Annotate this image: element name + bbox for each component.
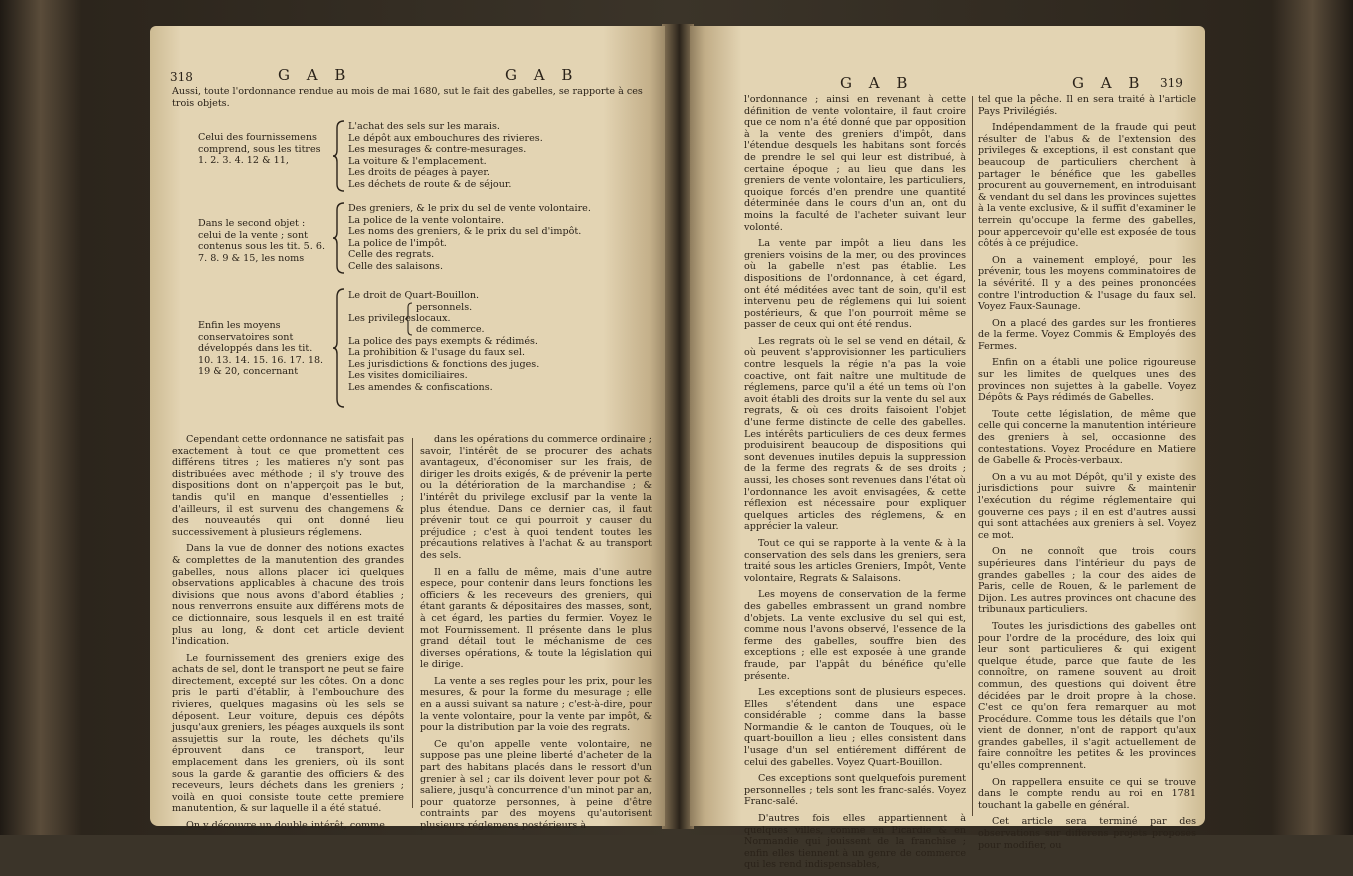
intro-paragraph: Aussi, toute l'ordonnance rendue au mois de mai 1680, sut le fait des gabelles, se rapporte à ces trois objets. (172, 86, 643, 109)
brace-icon (332, 288, 346, 408)
paragraph: Ces exceptions sont quelquefois purement personnelles ; tels sont les franc-salés. Voyez Franc-salé. (744, 773, 966, 808)
list-item: La police de la vente volontaire. (348, 214, 505, 226)
list-item: Les déchets de route & de séjour. (348, 178, 512, 190)
right-column-2 (978, 94, 1196, 856)
left-column-2 (420, 434, 652, 837)
list-item: Celle des salaisons. (348, 260, 444, 272)
paragraph: l'ordonnance ; ainsi en revenant à cette définition de vente volontaire, il faut croire que ce nom n'a été donné que par opposition à la vente des greniers d'impôt, dans l'étendue desquels les habitans sont forcés de prendre le sel qui leur est distribué, à certaine époque ; au lieu que dans les greniers de vente volontaire, les particuliers, quoique forcés d'en prendre une quantité déterminée dans le cours d'un an, ont du moins la faculté de l'acheter suivant leur volonté. (744, 94, 966, 233)
left-column-1 (172, 434, 404, 837)
right-page (690, 26, 1205, 871)
left-page (150, 26, 665, 831)
privilege-type: locaux. (416, 312, 451, 324)
brace-icon (332, 120, 346, 192)
paragraph: La vente par impôt a lieu dans les greniers voisins de la mer, ou des provinces où la gabelle n'est pas établie. Les dispositions de l'ordonnance, à cet égard, ont été méditées avec tant de soin, qu'il est intervenu peu de réglemens qui lui soient postérieurs, & que l'on pourroit même se passer de ceux qui ont été rendus. (744, 238, 966, 331)
list-item: Les amendes & confiscations. (348, 381, 493, 393)
list-item: L'achat des sels sur les marais. (348, 121, 500, 132)
column-rule (412, 438, 413, 808)
list-item (348, 302, 648, 336)
paragraph: On a vainement employé, pour les prévenir, tous les moyens comminatoires de la sévérité. Il y a des peines prononcées contre l'introduction & l'usage du faux sel. Voyez Faux-Saunage. (978, 254, 1196, 313)
paragraph: Les exceptions sont de plusieurs especes. Elles s'étendent dans une espace considérable ; comme dans la basse Normandie & le canton de Touques, où le quart-bouillon a lieu ; elles consistent dans l'usage d'un sel entiérement différent de celui des gabelles. Voyez Quart-Bouillon. (744, 687, 966, 768)
paragraph: Les regrats où le sel se vend en détail, & où peuvent s'approvisionner les particuliers contre lesquels la régie n'a pas la voie coactive, ont fait naître une multitude de réglemens, parce qu'il a été un tems où l'on avoit établi des droits sur la vente du sel aux regrats, & où ces droits faisoient l'objet d'une ferme distincte de celle des gabelles. Les intérêts particuliers de ces deux fermes produisirent beaucoup de dispositions qui sont devenues inutiles depuis la suppression de la ferme des regrats & de ses droits ; aussi, les choses sont revenues dans l'état où l'ordonnance les avoit envisagées, & cette réflexion est nécessaire pour expliquer quelques articles des réglemens, & en apprécier la valeur. (744, 335, 966, 533)
paragraph: On rappellera ensuite ce qui se trouve dans le compte rendu au roi en 1781 touchant la gabelle en général. (978, 776, 1196, 811)
paragraph: Cet article sera terminé par des observations sur différens projets proposés pour modifier, ou (978, 816, 1196, 851)
paragraph: On y découvre un double intérêt, comme (186, 820, 385, 831)
group-label-vente: Dans le second objet : celui de la vente ; sont contenus sous les tit. 5. 6. 7. 8. 9 & 15, les noms (198, 218, 325, 264)
paragraph: La vente a ses regles pour les prix, pour les mesures, & pour la forme du mesurage ; elle en a aussi suivant sa nature ; c'est-à-dire, pour la vente volontaire, pour la vente par impôt, & pour la distribution par la voie des regrats. (420, 675, 652, 734)
brace-icon (404, 302, 414, 336)
paragraph: tel que la pêche. Il en sera traité à l'article Pays Privilégiés. (978, 94, 1196, 117)
group-list-fournissement (348, 121, 648, 191)
group-list-vente (348, 203, 648, 273)
paragraph: On ne connoît que trois cours supérieures dans l'intérieur du pays de grandes gabelles ; la cour des aides de Paris, celle de Rouen, & le parlement de Dijon. Les autres provinces ont chacune des tribunaux particuliers. (978, 546, 1196, 616)
group-list-conservation (348, 290, 648, 394)
list-item: La police des pays exempts & rédimés. (348, 335, 538, 347)
paragraph: Cependant cette ordonnance ne satisfait pas exactement à tout ce que promettent ces différens titres ; les matieres n'y sont pas distribuées avec méthode ; il s'y trouve des dispositions dont on n'apperçoit pas le but, tandis qu'il en manque d'essentielles ; d'ailleurs, il est survenu des changemens & des nouveautés qui ont donné lieu successivement à plusieurs réglemens. (172, 434, 404, 538)
list-item: La prohibition & l'usage du faux sel. (348, 347, 526, 359)
paragraph: Il en a fallu de même, mais d'une autre espece, pour contenir dans leurs fonctions les officiers & les receveurs des greniers, qui étant garants & dépositaires des masses, sont, à cet égard, les parties du fermier. Voyez le mot Fournissement. Il présente dans le plus grand détail tout le méchanisme de ces diverses opérations, & toute la législation qui le dirige. (420, 566, 652, 671)
running-head-left: G A B (840, 74, 914, 92)
brace-icon (332, 202, 346, 274)
paragraph: Dans la vue de donner des notions exactes & complettes de la manutention des grandes gabelles, nous allons placer ici quelques observations applicables à chacune des trois divisions que nous avons d'abord établies ; nous renverrons ensuite aux différens mots de ce dictionnaire, sous lesquels il en est traité plus au long, & dont cet article devient l'indication. (172, 543, 404, 648)
running-head-left: G A B (278, 66, 352, 84)
list-item: Le dépôt aux embouchures des rivieres. (348, 132, 543, 144)
list-item: Les jurisdictions & fonctions des juges. (348, 358, 540, 370)
list-item: Les droits de péages à payer. (348, 167, 490, 179)
list-item: Des greniers, & le prix du sel de vente volontaire. (348, 203, 591, 214)
paragraph: Enfin on a établi une police rigoureuse sur les limites de quelques unes des provinces non sujettes à la gabelle. Voyez Dépôts & Pays rédimés de Gabelles. (978, 357, 1196, 404)
right-column-1 (744, 94, 966, 876)
running-head-right: G A B (505, 66, 579, 84)
list-item: Le droit de Quart-Bouillon. (348, 290, 480, 301)
group-label-conservation: Enfin les moyens conservatoires sont développés dans les tit. 10. 13. 14. 15. 16. 17. 18. 19 & 20, concernant (198, 320, 324, 378)
page-number: 319 (1160, 76, 1183, 90)
list-item: La police de l'impôt. (348, 237, 447, 249)
paragraph: On a placé des gardes sur les frontieres de la ferme. Voyez Commis & Employés des Fermes. (978, 317, 1196, 352)
paragraph: On a vu au mot Dépôt, qu'il y existe des jurisdictions pour suivre & maintenir l'exécution du régime réglementaire qui gouverne ces pays ; il en est d'autres aussi qui sont attachées aux greniers à sel. Voyez ce mot. (978, 471, 1196, 541)
list-item: Les noms des greniers, & le prix du sel d'impôt. (348, 226, 582, 238)
paragraph: dans les opérations du commerce ordinaire ; savoir, l'intérêt de se procurer des achats avantageux, d'économiser sur les frais, de diriger les droits exigés, & de prévenir la perte ou la détérioration de la marchandise ; & l'intérêt du privilege exclusif par la vente la plus étendue. Dans ce dernier cas, il faut prévenir tout ce qui pourroit y causer du préjudice ; c'est à quoi tendent toutes les précautions relatives à l'achat & au transport des sels. (420, 434, 652, 561)
paragraph: D'autres fois elles appartiennent à quelques villes, comme en Picardie & en Normandie qui jouissent de la franchise ; enfin elles tiennent à un genre de commerce qui les rend indispensables, (744, 813, 966, 871)
list-item: La voiture & l'emplacement. (348, 155, 487, 167)
paragraph: Ce qu'on appelle vente volontaire, ne suppose pas une pleine liberté d'acheter de la part des habitans placés dans le ressort d'un grenier à sel ; car ils doivent lever pour pot & saliere, jusqu'à concurrence d'un minot par an, pour quatorze personnes, à peine d'être contraints par des moyens qu'autorisent plusieurs réglemens postérieurs à (420, 738, 652, 831)
list-item: Les mesurages & contre-mesurages. (348, 144, 527, 156)
paragraph: Toutes les jurisdictions des gabelles ont pour l'ordre de la procédure, des loix qui leur sont particulieres & qui exigent quelque étude, parce que faute de les connoître, on ramene souvent au droit commun, des questions qui doivent être décidées par le droit propre à la chose. C'est ce qu'on fera remarquer au mot Procédure. Comme tous les détails que l'on vient de donner, n'ont de rapport qu'aux grandes gabelles, il s'agit actuellement de faire connoître les petites & les provinces qu'elles comprennent. (978, 620, 1196, 772)
privilege-type: personnels. (416, 301, 473, 313)
paragraph: Tout ce qui se rapporte à la vente & à la conservation des sels dans les greniers, sera traité sous les articles Greniers, Impôt, Vente volontaire, Regrats & Salaisons. (744, 537, 966, 584)
page-number: 318 (170, 70, 193, 84)
list-item: Les visites domiciliaires. (348, 370, 468, 382)
paragraph: Indépendamment de la fraude qui peut résulter de l'abus & de l'extension des privileges & exceptions, il est constant que beaucoup de particuliers cherchent à partager le bénéfice que les gabelles procurent au gouvernement, en introduisant & vendant du sel dans les provinces sujettes à la vente exclusive, & il suffit d'examiner le terrein qu'occupe la ferme des gabelles, pour appercevoir qu'elle est exposée de tous côtés à ce préjudice. (978, 122, 1196, 250)
privileges-label: Les privileges (348, 312, 416, 324)
paragraph: Le fournissement des greniers exige des achats de sel, dont le transport ne peut se faire directement, excepté sur les côtes. On a donc pris le parti d'établir, à l'embouchure des rivieres, quelques magasins où les sels se déposent. Leur voiture, depuis ces dépôts jusqu'aux greniers, les péages auxquels ils sont assujettis sur la route, les déchets qu'ils éprouvent dans ce transport, leur emplacement dans les greniers, où ils sont sous la garde & garantie des officiers & des receveurs, leurs déchets dans les greniers ; voilà en quoi consiste toute cette premiere manutention, & sur laquelle il a été statué. (172, 652, 404, 815)
paragraph: Toute cette législation, de même que celle qui concerne la manutention intérieure des greniers à sel, occasionne des contestations. Voyez Procédure en Matiere de Gabelle & Procès-verbaux. (978, 408, 1196, 467)
paragraph: Les moyens de conservation de la ferme des gabelles embrassent un grand nombre d'objets. La vente exclusive du sel qui est, comme nous l'avons observé, l'essence de la ferme des gabelles, souffre bien des exceptions ; elle est exposée à une grande fraude, par l'appât du bénéfice qu'elle présente. (744, 589, 966, 682)
running-head-right: G A B (1072, 74, 1146, 92)
privilege-type: de commerce. (416, 323, 485, 335)
column-rule (972, 96, 973, 816)
group-label-fournissement: Celui des fournissemens comprend, sous les titres 1. 2. 3. 4. 12 & 11, (198, 132, 321, 167)
list-item: Celle des regrats. (348, 249, 435, 261)
